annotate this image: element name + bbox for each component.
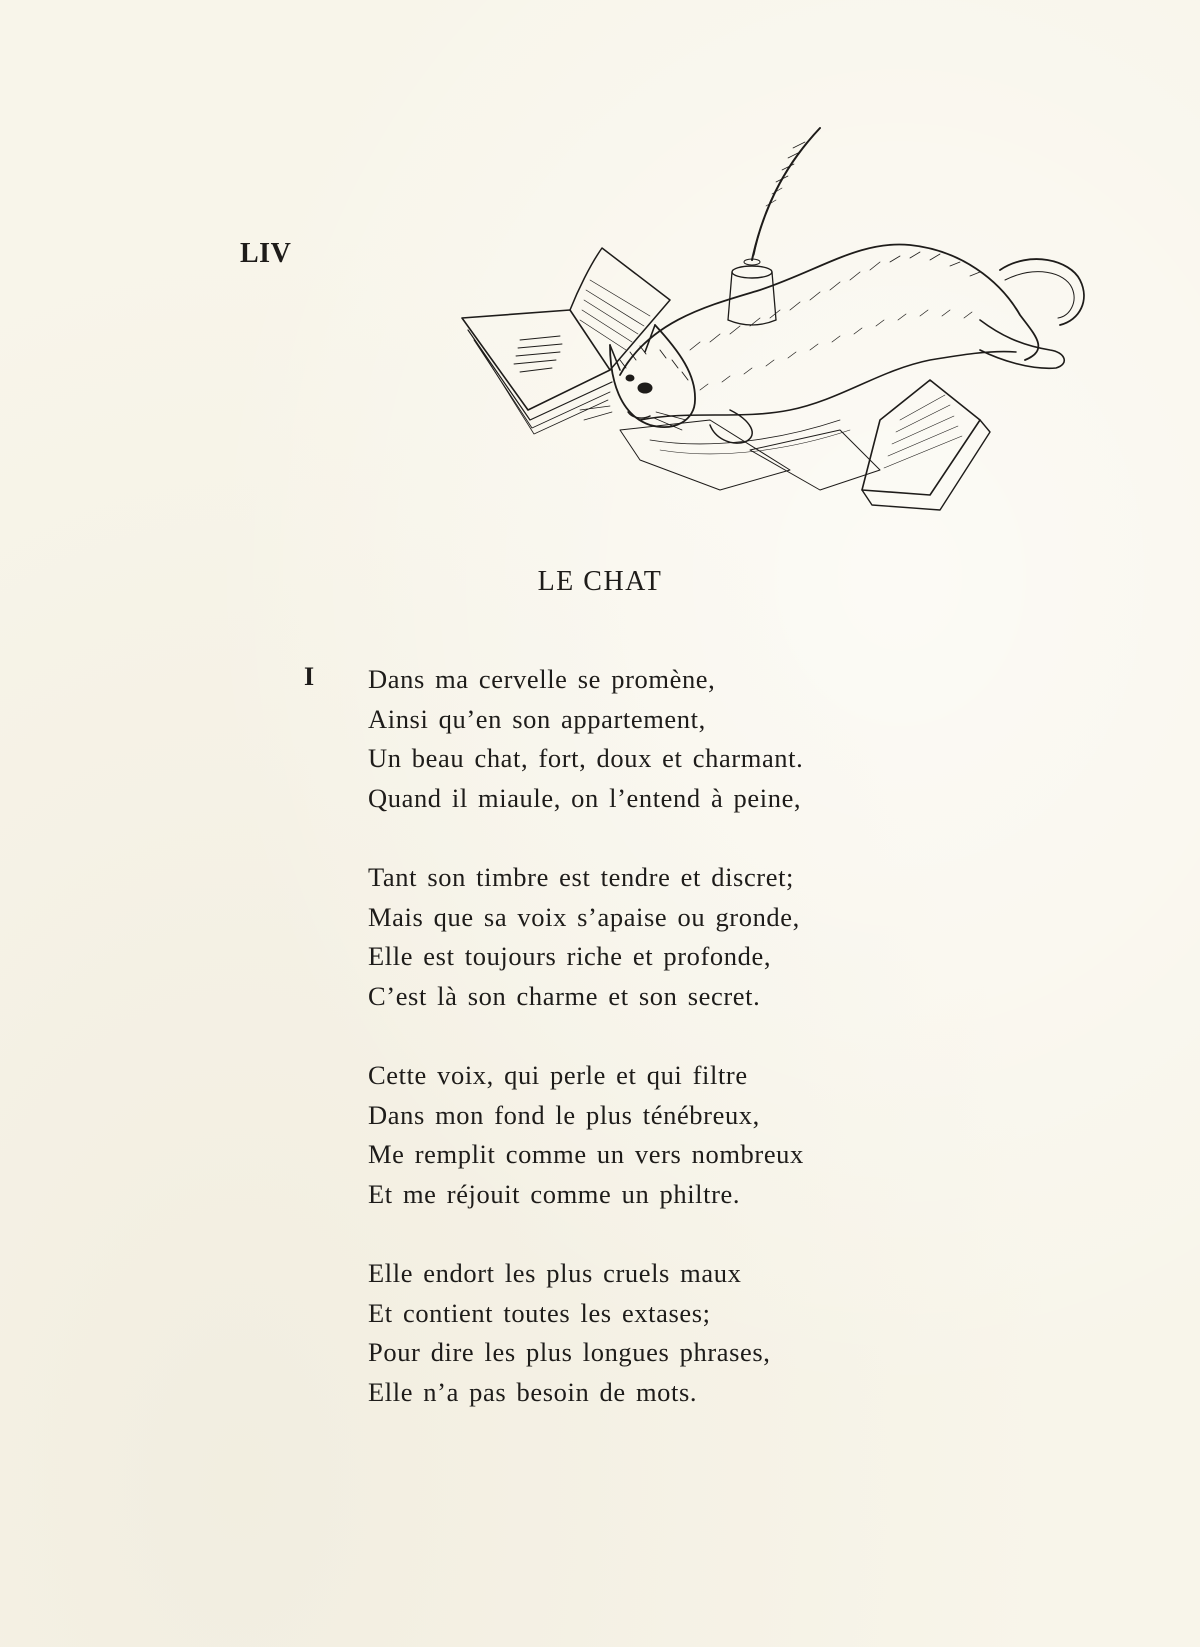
verse-line: Ainsi qu’en son appartement, — [368, 703, 706, 734]
part-number: I — [304, 662, 315, 691]
verse-line: Elle endort les plus cruels maux — [368, 1258, 742, 1288]
verse-line: Dans mon fond le plus ténébreux, — [368, 1099, 760, 1130]
stanza — [368, 660, 928, 818]
stanza — [368, 1254, 928, 1412]
verse-line: Dans ma cervelle se promène, — [368, 664, 716, 694]
verse-line: Mais que sa voix s’apaise ou gronde, — [368, 901, 800, 932]
stanza — [368, 858, 928, 1016]
verse-line: Un beau chat, fort, doux et charmant. — [368, 743, 804, 773]
verse-line: Elle n’a pas besoin de mots. — [368, 1376, 698, 1407]
verse-line: C’est là son charme et son secret. — [368, 980, 761, 1011]
verse-line: Me remplit comme un vers nombreux — [368, 1139, 804, 1169]
verse-line: Pour dire les plus longues phrases, — [368, 1337, 771, 1367]
verse-line: Elle est toujours riche et profonde, — [368, 941, 772, 971]
verse-line: Et me réjouit comme un philtre. — [368, 1178, 741, 1209]
poem-title: LE CHAT — [537, 566, 663, 597]
verse-line: Tant son timbre est tendre et discret; — [368, 862, 795, 892]
verse-line: Et contient toutes les extases; — [368, 1297, 711, 1328]
section-number: LIV — [240, 238, 292, 269]
stanza — [368, 1056, 928, 1214]
poem-body — [368, 660, 928, 1452]
cat-illustration — [460, 120, 1120, 540]
verse-line: Cette voix, qui perle et qui filtre — [368, 1060, 748, 1090]
verse-line: Quand il miaule, on l’entend à peine, — [368, 782, 802, 813]
